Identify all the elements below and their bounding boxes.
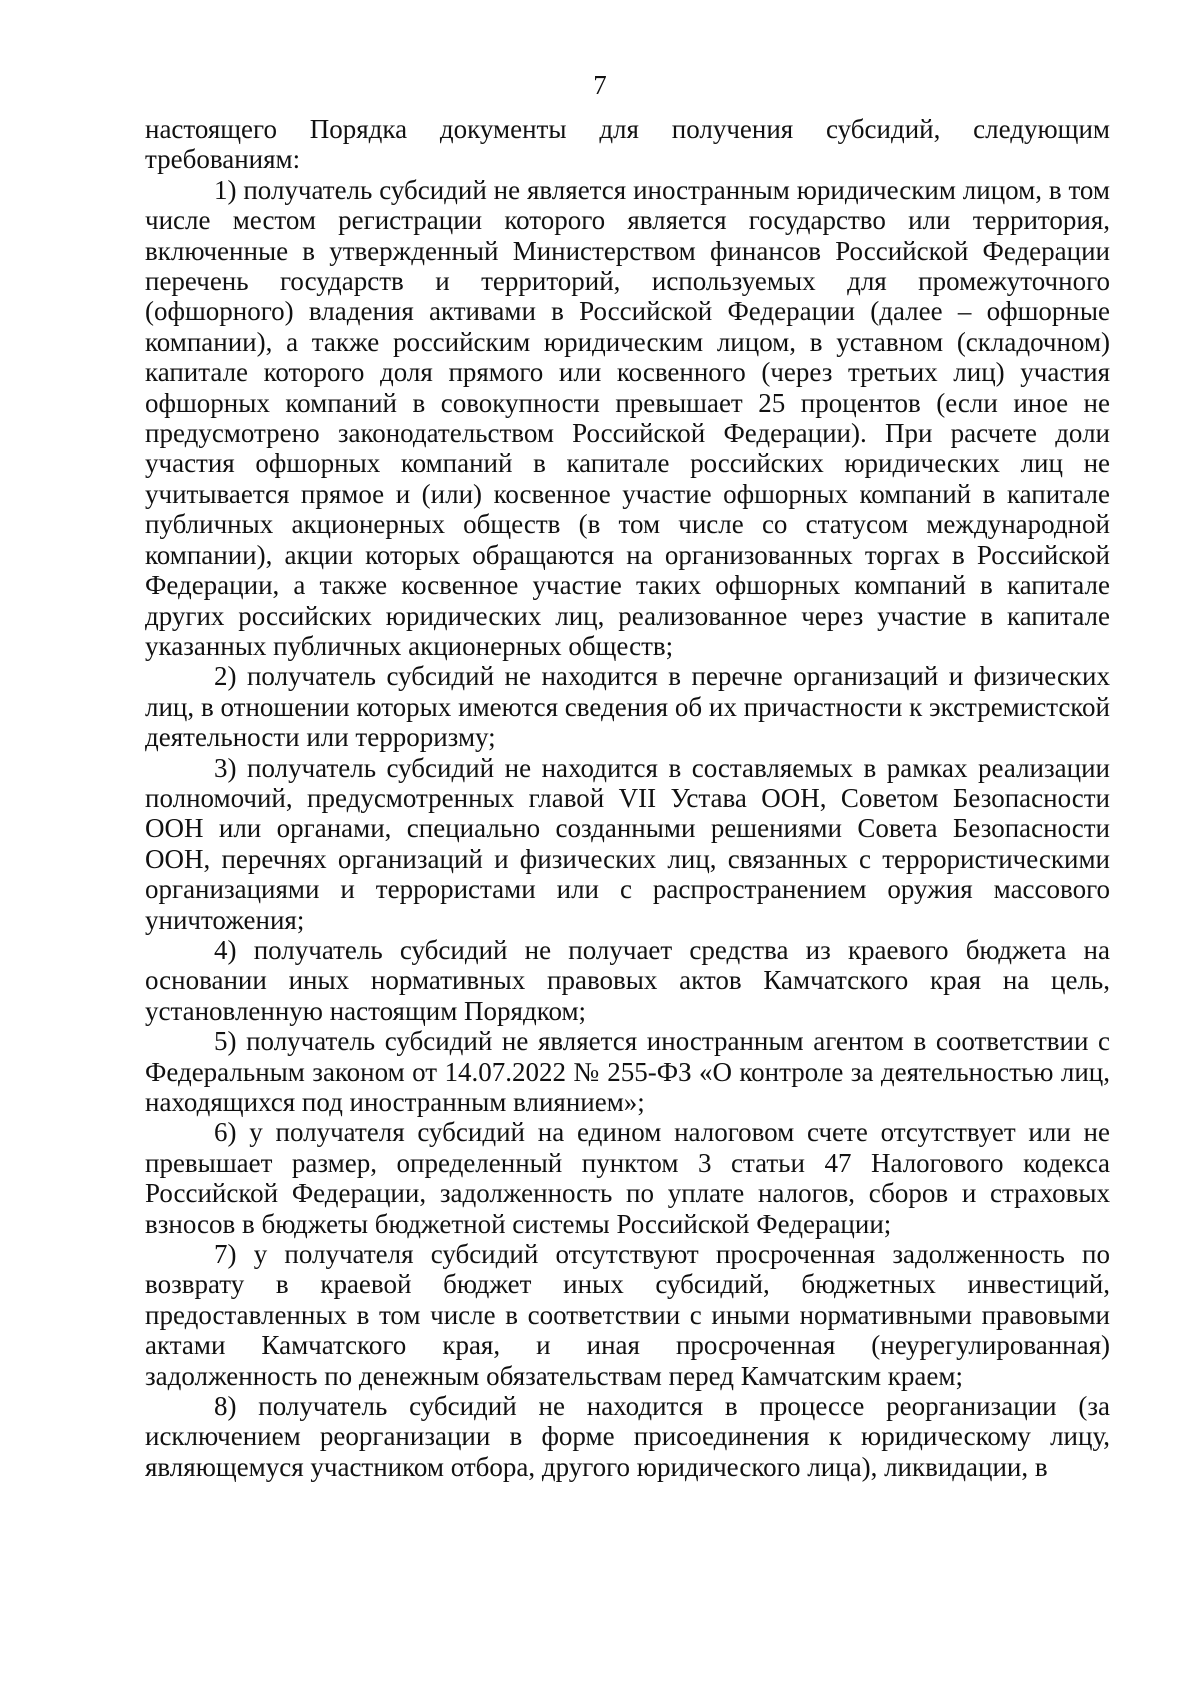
document-body: [145, 114, 1110, 1482]
paragraph-item-3: 3) получатель субсидий не находится в составляемых в рамках реализации полномочий, предусмотренных главой VII Устава ООН, Советом Безопасности ООН или органами, специально созданными решениями Совета Безопасности ООН, перечнях организаций и физических лиц, связанных с террористическими организациями и террористами или с распространением оружия массового уничтожения;: [145, 752, 1110, 935]
paragraph-item-7: 7) у получателя субсидий отсутствуют просроченная задолженность по возврату в краевой бюджет иных субсидий, бюджетных инвестиций, предоставленных в том числе в соответствии с иными нормативными правовыми актами Камчатского края, и иная просроченная (неурегулированная) задолженность по денежным обязательствам перед Камчатским краем;: [145, 1239, 1110, 1391]
paragraph-item-5: 5) получатель субсидий не является иностранным агентом в соответствии с Федеральным законом от 14.07.2022 № 255-ФЗ «О контроле за деятельностью лиц, находящихся под иностранным влиянием»;: [145, 1026, 1110, 1117]
paragraph-item-4: 4) получатель субсидий не получает средства из краевого бюджета на основании иных нормативных правовых актов Камчатского края на цель, установленную настоящим Порядком;: [145, 934, 1110, 1026]
paragraph-continuation: настоящего Порядка документы для получения субсидий, следующим требованиям:: [145, 114, 1110, 175]
paragraph-item-1: 1) получатель субсидий не является иностранным юридическим лицом, в том числе местом регистрации которого является государство или территория, включенные в утвержденный Министерством финансов Российской Федерации перечень государств и территорий, используемых для промежуточного (офшорного) владения активами в Российской Федерации (далее – офшорные компании), а также российским юридическим лицом, в уставном (складочном) капитале которого доля прямого или косвенного (через третьих лиц) участия офшорных компаний в совокупности превышает 25 процентов (если иное не предусмотрено законодательством Российской Федерации). При расчете доли участия офшорных компаний в капитале российских юридических лиц не учитывается прямое и (или) косвенное участие офшорных компаний в капитале публичных акционерных обществ (в том числе со статусом международной компании), акции которых обращаются на организованных торгах в Российской Федерации, а также косвенное участие таких офшорных компаний в капитале других российских юридических лиц, реализованное через участие в капитале указанных публичных акционерных обществ;: [145, 174, 1110, 661]
page-number: 7: [593, 70, 607, 100]
paragraph-item-2: 2) получатель субсидий не находится в перечне организаций и физических лиц, в отношении которых имеются сведения об их причастности к экстремистской деятельности или терроризму;: [145, 661, 1110, 753]
paragraph-item-6: 6) у получателя субсидий на едином налоговом счете отсутствует или не превышает размер, определенный пунктом 3 статьи 47 Налогового кодекса Российской Федерации, задолженность по уплате налогов, сборов и страховых взносов в бюджеты бюджетной системы Российской Федерации;: [145, 1117, 1110, 1239]
paragraph-item-8: 8) получатель субсидий не находится в процессе реорганизации (за исключением реорганизации в форме присоединения к юридическому лицу, являющемуся участником отбора, другого юридического лица), ликвидации, в: [145, 1391, 1110, 1482]
